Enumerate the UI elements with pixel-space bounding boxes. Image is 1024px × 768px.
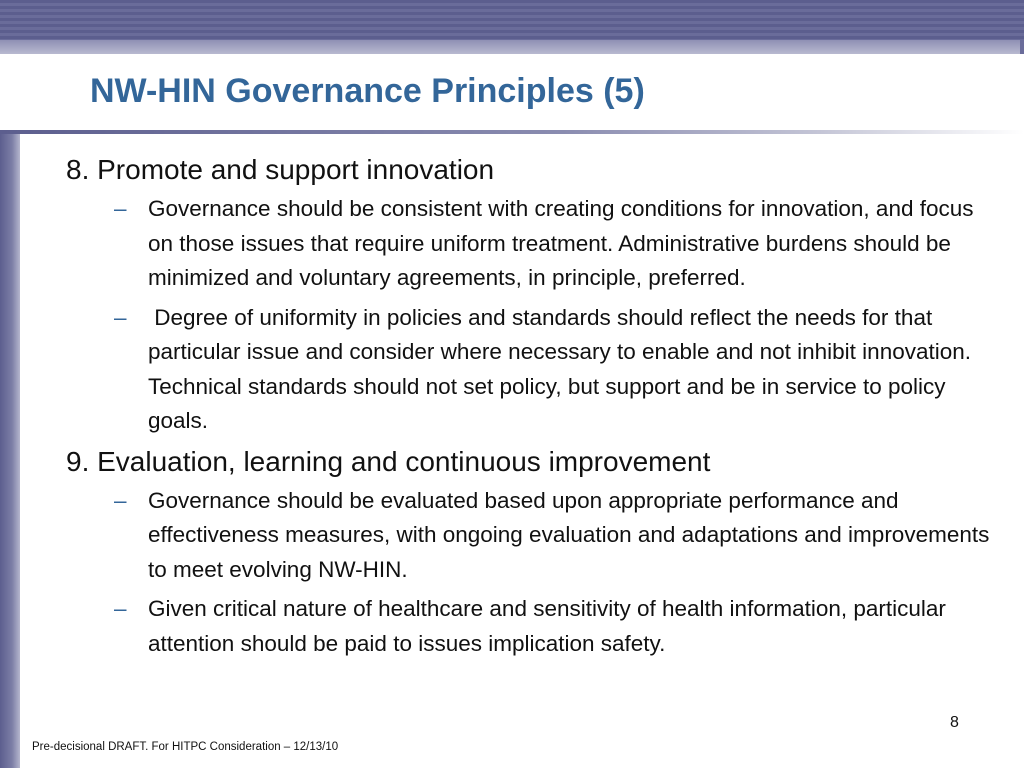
section-heading-9: 9. Evaluation, learning and continuous improvement [66,445,711,477]
bullet-text: Governance should be evaluated based upon appropriate performance and effectiveness measures, with ongoing evaluation and adaptations and improvements to meet evolving NW-HIN. [148,487,990,582]
slide-title: NW-HIN Governance Principles (5) [90,72,645,110]
bullet-text: Degree of uniformity in policies and standards should reflect the needs for that particular issue and consider where necessary to enable and not inhibit innovation. Technical standards should not set policy, but support and be in service to policy goals. [148,304,977,433]
bullet-text: Given critical nature of healthcare and sensitivity of health information, particular attention should be paid to issues implication safety. [148,596,946,656]
top-banner-gradient [0,40,1024,54]
section-heading-8: 8. Promote and support innovation [66,154,495,185]
top-banner [0,0,1024,40]
bullet-dash: – [114,596,127,621]
footer-text: Pre-decisional DRAFT. For HITPC Consideration – 12/13/10 [32,741,339,753]
bullet-item [66,192,996,296]
bullet-text: Governance should be consistent with creating conditions for innovation, and focus on those issues that require uniform treatment. Administrative burdens should be minimized and voluntary agreements, in principle, preferred. [148,196,974,290]
page-number: 8 [950,714,959,731]
bullet-item [66,484,996,588]
bullet-item [66,592,996,661]
title-underline [0,130,1024,134]
left-side-bar [0,134,20,768]
bullet-dash: – [114,487,127,513]
slide-content [66,152,996,666]
bullet-dash: – [114,304,127,330]
bullet-item [66,301,996,439]
bullet-dash: – [114,196,127,221]
